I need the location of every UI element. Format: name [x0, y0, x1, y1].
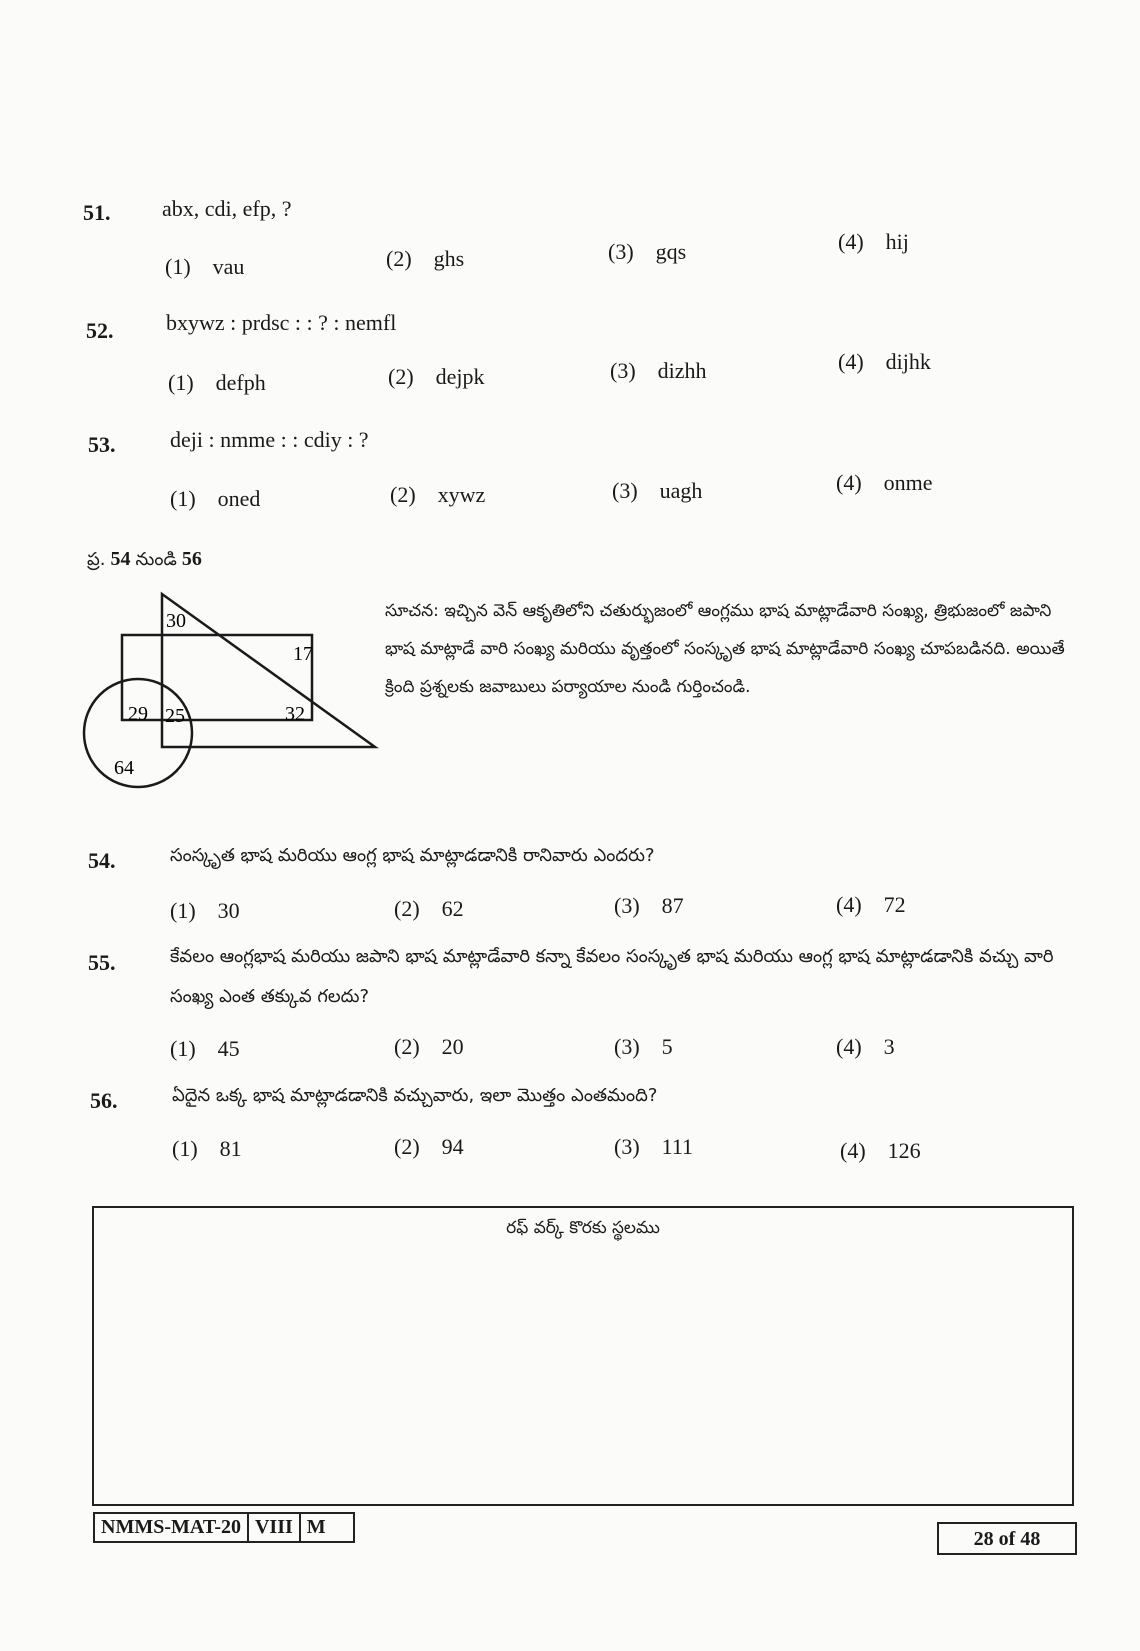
paper-code: NMMS-MAT-20	[95, 1514, 249, 1541]
question-text: సంస్కృత భాష మరియు ఆంగ్ల భాష మాట్లాడడానికి రానివారు ఎందరు?	[170, 845, 655, 866]
option-3[interactable]: (3) 5	[614, 1034, 673, 1059]
option-4[interactable]: (4) onme	[836, 470, 933, 495]
venn-label: 32	[285, 703, 305, 725]
class-code: VIII	[249, 1514, 301, 1541]
option-1[interactable]: (1) 30	[170, 898, 240, 923]
option-1[interactable]: (1) vau	[165, 254, 245, 279]
option-2[interactable]: (2) 20	[394, 1034, 464, 1059]
option-2[interactable]: (2) 62	[394, 896, 464, 921]
question-number: 53.	[88, 432, 116, 457]
question-text: deji : nmme : : cdiy : ?	[170, 427, 369, 452]
option-1[interactable]: (1) oned	[170, 486, 261, 511]
instruction-note: సూచన: ఇచ్చిన వెన్ ఆకృతిలోని చతుర్భుజంలో ఆంగ్లము భాష మాట్లాడేవారి సంఖ్య, త్రిభుజంలో జపాని భాష మాట్లాడే వారి సంఖ్య మరియు వృత్తంలో సంస్కృత భాష మాట్లాడేవారి సంఖ్య చూపబడినది. అయితే క్రింది ప్రశ్నలకు జవాబులు పర్యాయాల నుండి గుర్తించండి.	[385, 601, 1065, 697]
option-1[interactable]: (1) defph	[168, 370, 266, 395]
sanskrit-circle	[84, 679, 192, 787]
question-number: 52.	[86, 318, 114, 343]
option-1[interactable]: (1) 45	[170, 1036, 240, 1061]
option-3[interactable]: (3) 111	[614, 1134, 694, 1159]
rough-work-box	[92, 1206, 1074, 1506]
option-2[interactable]: (2) 94	[394, 1134, 464, 1159]
option-3[interactable]: (3) uagh	[612, 478, 703, 503]
question-number: 56.	[90, 1088, 118, 1113]
option-4[interactable]: (4) 126	[840, 1138, 921, 1163]
venn-label: 25	[165, 705, 185, 727]
section-header: ప్ర. 54 నుండి 56	[87, 548, 202, 570]
question-text: abx, cdi, efp, ?	[162, 196, 292, 221]
option-4[interactable]: (4) hij	[838, 229, 909, 254]
option-1[interactable]: (1) 81	[172, 1136, 242, 1161]
option-2[interactable]: (2) dejpk	[388, 364, 485, 389]
option-3[interactable]: (3) dizhh	[610, 358, 707, 383]
rough-work-title: రఫ్ వర్క్ కొరకు స్థలము	[506, 1218, 660, 1238]
venn-diagram	[82, 590, 382, 790]
option-3[interactable]: (3) 87	[614, 893, 684, 918]
question-text: bxywz : prdsc : : ? : nemfl	[166, 310, 397, 335]
option-3[interactable]: (3) gqs	[608, 239, 687, 264]
option-4[interactable]: (4) dijhk	[838, 349, 931, 374]
venn-label: 17	[293, 643, 313, 665]
paper-code-box	[93, 1512, 355, 1543]
question-number: 51.	[83, 200, 111, 225]
venn-label: 30	[166, 610, 186, 632]
question-text: కేవలం ఆంగ్లభాష మరియు జపాని భాష మాట్లాడేవారి కన్నా కేవలం సంస్కృత భాష మరియు ఆంగ్ల భాష మాట్లాడడానికి వచ్చు వారి సంఖ్య ఎంత తక్కువ గలదు?	[170, 946, 1054, 1007]
venn-label: 29	[128, 703, 148, 725]
english-rectangle	[122, 635, 312, 720]
japanese-triangle	[162, 594, 375, 747]
option-4[interactable]: (4) 72	[836, 892, 906, 917]
option-4[interactable]: (4) 3	[836, 1034, 895, 1059]
question-text: ఏదైన ఒక్క భాష మాట్లాడడానికి వచ్చువారు, ఇలా మొత్తం ఎంతమంది?	[172, 1085, 658, 1106]
page-number: 28 of 48	[937, 1522, 1077, 1555]
medium-code: M	[306, 1516, 326, 1538]
question-number: 55.	[88, 950, 116, 975]
option-2[interactable]: (2) ghs	[386, 246, 465, 271]
option-2[interactable]: (2) xywz	[390, 482, 486, 507]
venn-label: 64	[114, 757, 134, 779]
question-number: 54.	[88, 848, 116, 873]
